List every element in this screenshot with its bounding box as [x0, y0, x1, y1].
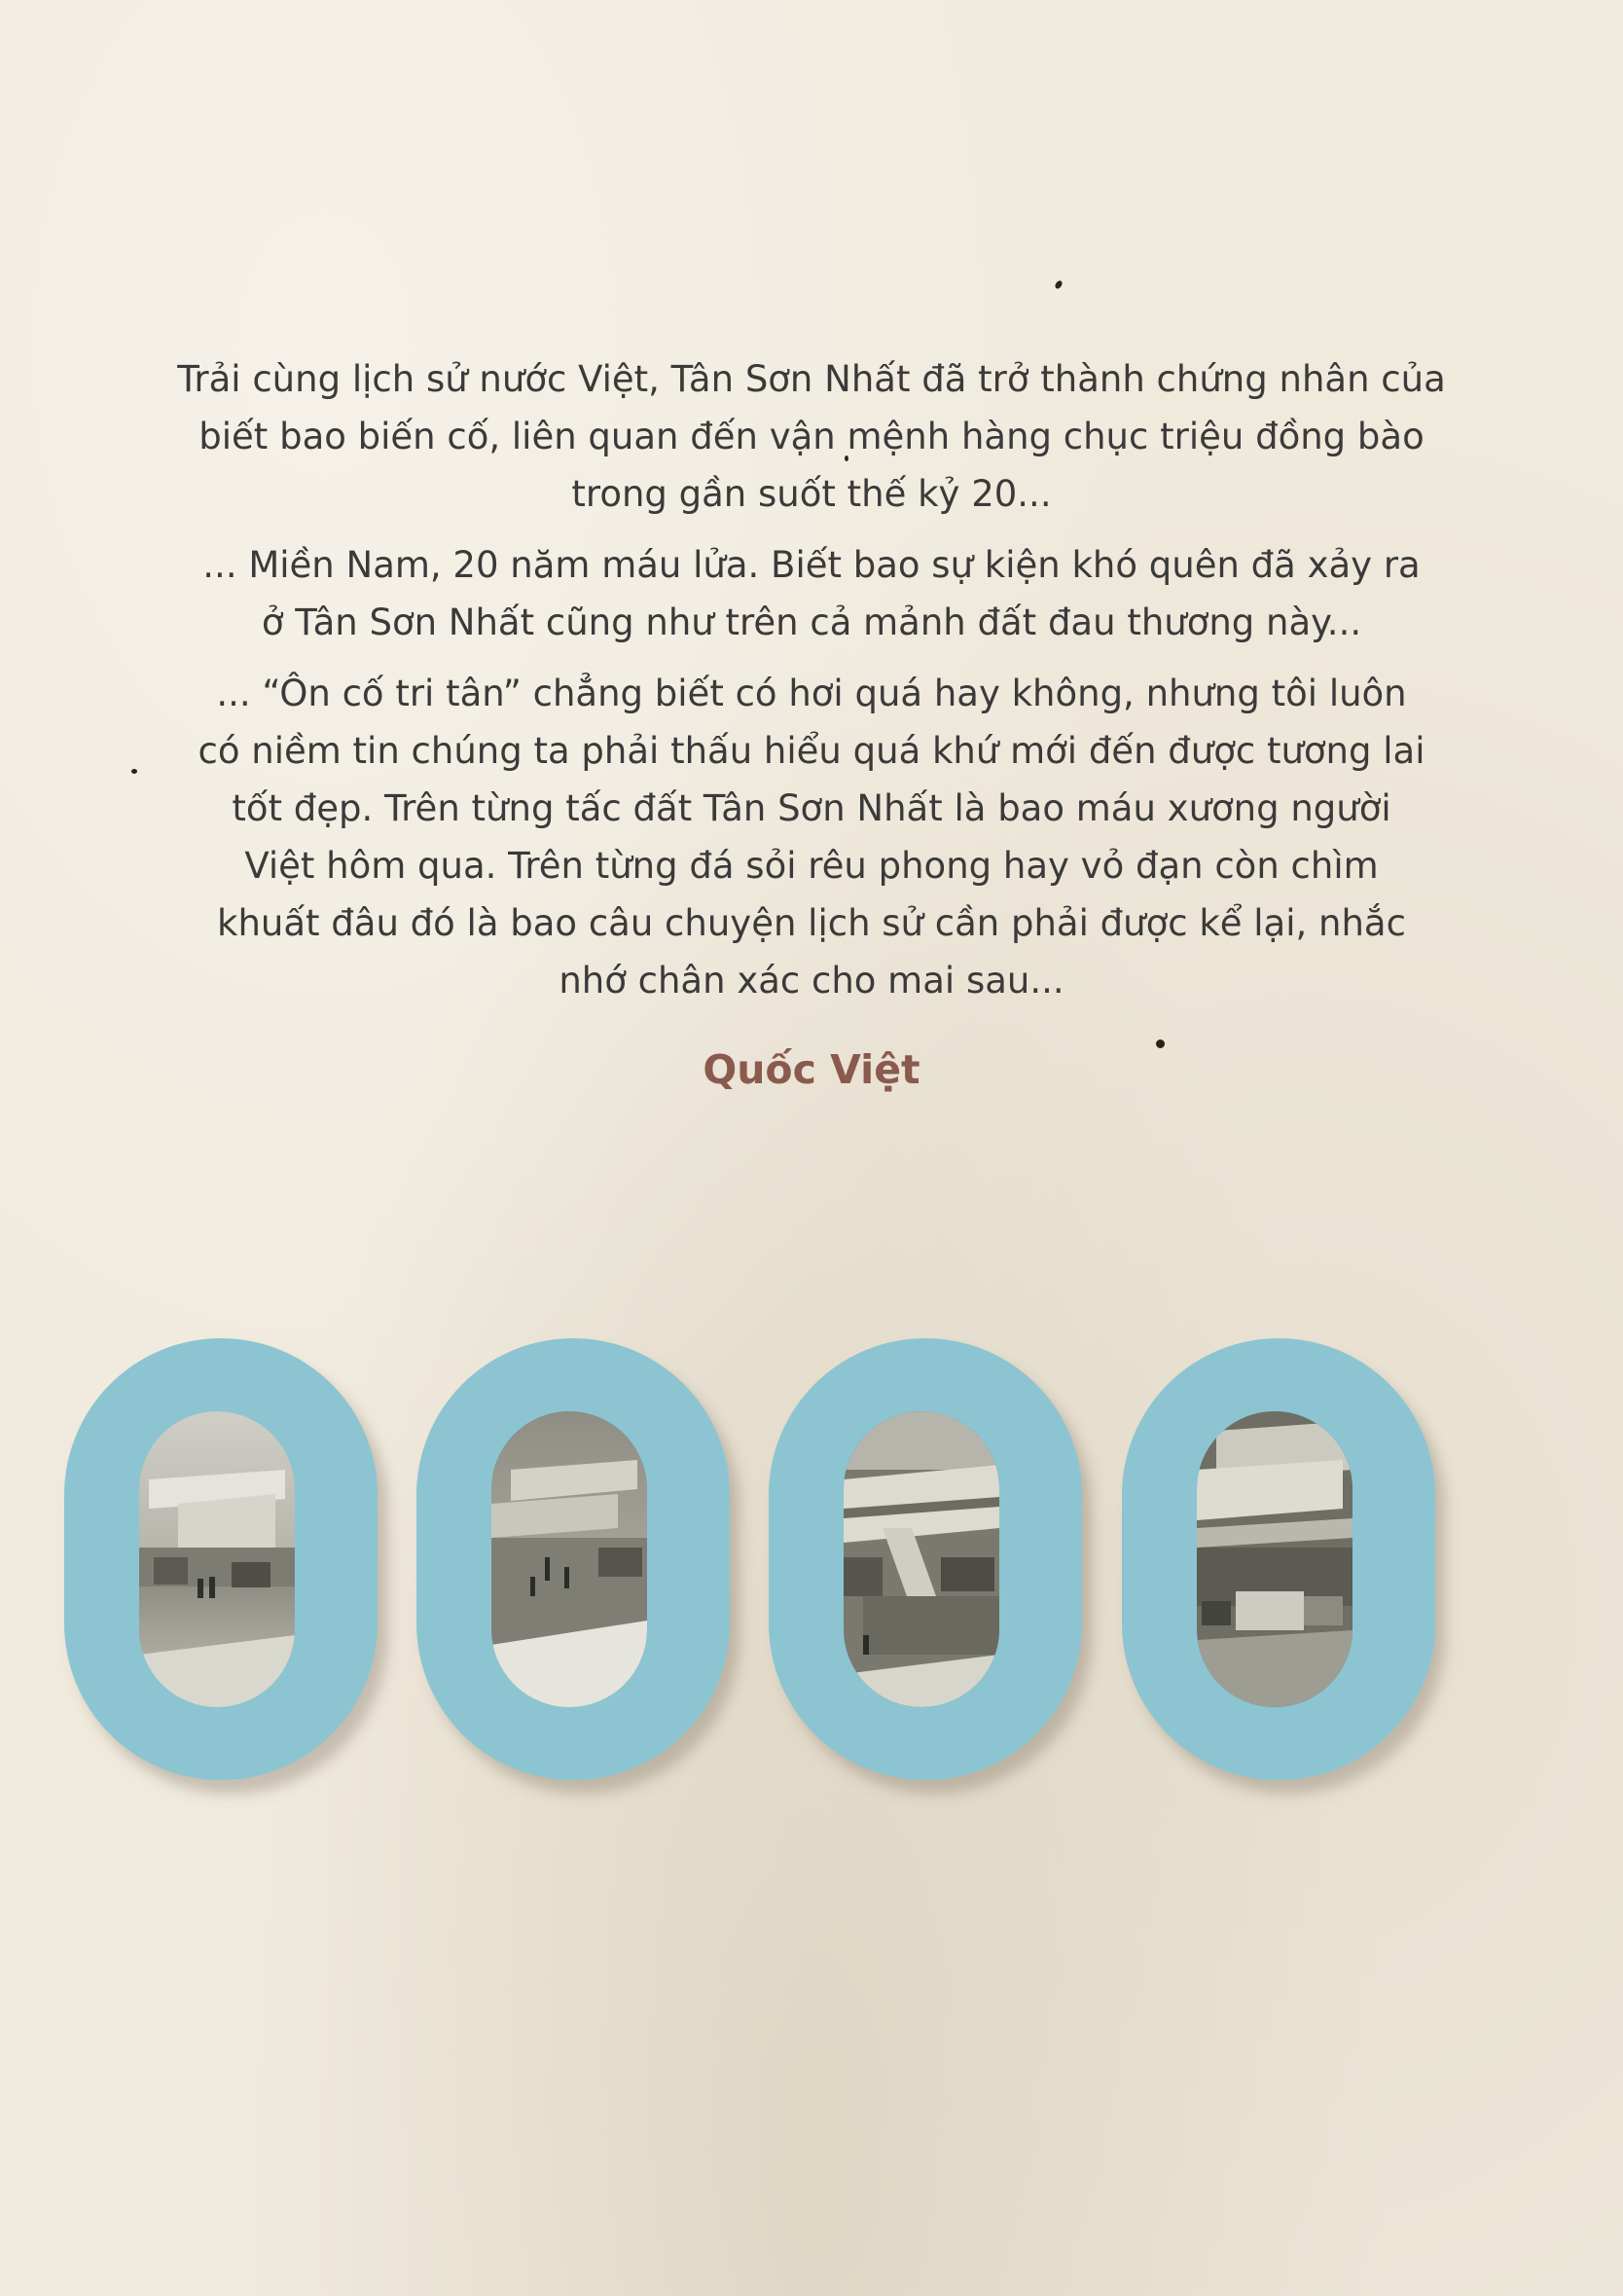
blurb-line: Việt hôm qua. Trên từng đá sỏi rêu phong hay vỏ đạn còn chìm	[244, 845, 1379, 887]
blurb-line: nhớ chân xác cho mai sau...	[559, 960, 1064, 1002]
window-photo	[139, 1411, 295, 1707]
blurb-line: biết bao biến cố, liên quan đến vận mệnh hàng chục triệu đồng bào	[198, 416, 1425, 457]
boarding-stairs-photo	[844, 1411, 999, 1707]
blurb-paragraph-1	[136, 350, 1487, 523]
blurb-line: có niềm tin chúng ta phải thấu hiểu quá khứ mới đến được tương lai	[198, 730, 1425, 772]
airliner-on-tarmac-photo	[139, 1411, 295, 1707]
blurb-line: khuất đâu đó là bao câu chuyện lịch sử cần phải được kể lại, nhắc	[217, 902, 1406, 944]
blurb-line: ... “Ôn cố tri tân” chẳng biết có hơi quá hay không, nhưng tôi luôn	[216, 673, 1407, 714]
airplane-window-1	[64, 1338, 378, 1780]
author-name: Quốc Việt	[703, 1046, 920, 1093]
blurb-line: ở Tân Sơn Nhất cũng như trên cả mảnh đất đau thương này...	[261, 601, 1362, 643]
blurb-paragraph-2	[136, 536, 1487, 651]
blurb-line: tốt đẹp. Trên từng tấc đất Tân Sơn Nhất là bao máu xương người	[232, 787, 1391, 829]
airplane-window-3	[769, 1338, 1082, 1780]
blurb-line: ... Miền Nam, 20 năm máu lửa. Biết bao sự kiện khó quên đã xảy ra	[202, 544, 1421, 586]
jet-and-vehicles-photo	[1197, 1411, 1352, 1707]
blurb-line: Trải cùng lịch sử nước Việt, Tân Sơn Nhất đã trở thành chứng nhân của	[177, 358, 1446, 400]
airplane-window-2	[416, 1338, 730, 1780]
window-photo	[491, 1411, 647, 1707]
blurb-line: trong gần suốt thế kỷ 20...	[571, 473, 1052, 515]
parked-planes-photo	[491, 1411, 647, 1707]
window-photo	[844, 1411, 999, 1707]
window-photo	[1197, 1411, 1352, 1707]
back-cover-blurb	[136, 350, 1487, 1023]
airplane-window-4	[1122, 1338, 1435, 1780]
airplane-windows-row	[0, 1338, 1623, 1786]
blurb-paragraph-3	[136, 665, 1487, 1009]
